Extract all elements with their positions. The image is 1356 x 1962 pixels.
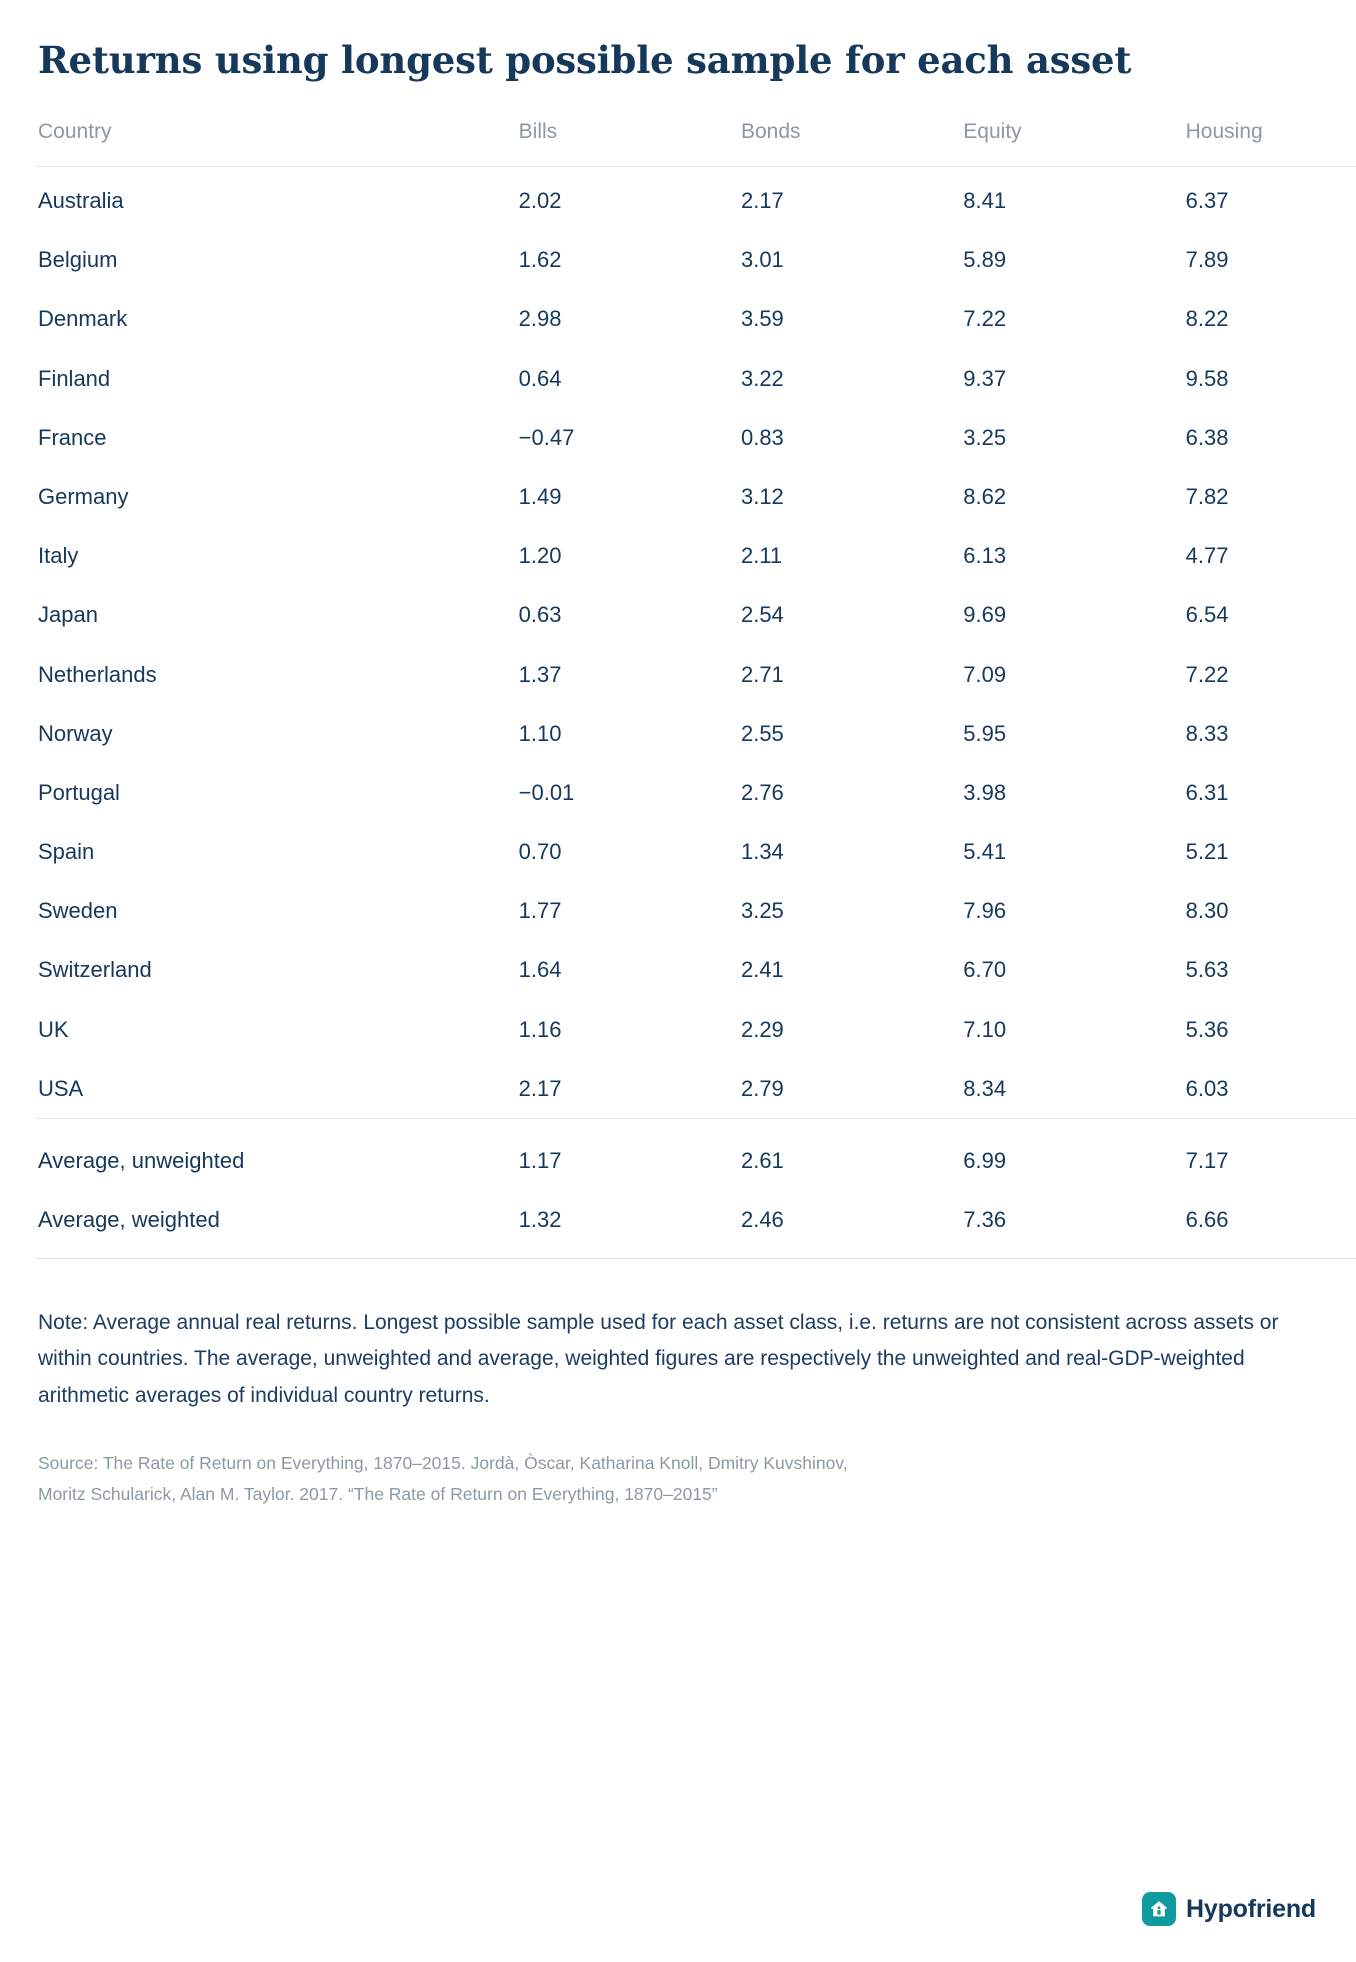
cell-bills: 1.32 bbox=[467, 1190, 689, 1259]
cell-bills: 1.49 bbox=[518, 483, 562, 509]
cell-bills: 1.16 bbox=[518, 1016, 562, 1042]
table-body bbox=[36, 167, 1356, 1259]
cell-bills: 1.37 bbox=[518, 661, 562, 687]
table-note: Note: Average annual real returns. Longest possible sample used for each asset class, i.e. returns are not consistent across assets or within countries. The average, unweighted and average, weighted figures are respectively the unweighted and real-GDP-weighted arithmetic averages of individual country returns. bbox=[38, 1311, 1279, 1407]
cell-housing: 9.58 bbox=[1185, 365, 1229, 391]
cell-country: Netherlands bbox=[38, 661, 157, 687]
cell-country: Belgium bbox=[38, 247, 118, 273]
cell-bills: 2.98 bbox=[518, 306, 562, 332]
source-citation bbox=[36, 1448, 1320, 1510]
table-row bbox=[36, 349, 1356, 408]
table-row bbox=[36, 1059, 1356, 1119]
cell-housing: 8.30 bbox=[1185, 898, 1229, 924]
cell-housing: 7.82 bbox=[1185, 483, 1229, 509]
cell-bonds: 3.01 bbox=[740, 247, 784, 273]
cell-country: Switzerland bbox=[38, 957, 152, 983]
cell-equity: 3.98 bbox=[963, 779, 1007, 805]
table-header-row bbox=[36, 120, 1356, 167]
cell-equity: 6.70 bbox=[963, 957, 1007, 983]
cell-country: Germany bbox=[38, 483, 129, 509]
cell-bonds: 3.25 bbox=[740, 898, 784, 924]
cell-country: France bbox=[38, 424, 107, 450]
cell-bonds: 2.46 bbox=[689, 1190, 911, 1259]
cell-housing: 8.33 bbox=[1185, 720, 1229, 746]
returns-table bbox=[36, 120, 1356, 1259]
table-row bbox=[36, 230, 1356, 289]
cell-country: UK bbox=[38, 1016, 69, 1042]
cell-country: Sweden bbox=[38, 898, 118, 924]
cell-bonds: 2.29 bbox=[740, 1016, 784, 1042]
cell-housing: 6.38 bbox=[1185, 424, 1229, 450]
cell-bonds: 3.59 bbox=[740, 306, 784, 332]
brand-logo bbox=[1142, 1892, 1316, 1926]
cell-country: USA bbox=[38, 1075, 84, 1101]
cell-equity: 5.41 bbox=[963, 839, 1007, 865]
cell-bonds: 1.34 bbox=[740, 839, 784, 865]
cell-country: Average, weighted bbox=[36, 1190, 467, 1259]
cell-equity: 5.89 bbox=[963, 247, 1007, 273]
table-row bbox=[36, 763, 1356, 822]
cell-bills: 1.77 bbox=[518, 898, 562, 924]
cell-bonds: 3.12 bbox=[740, 483, 784, 509]
column-header-bills: Bills bbox=[467, 120, 689, 167]
table-row bbox=[36, 167, 1356, 231]
cell-equity: 8.34 bbox=[963, 1075, 1007, 1101]
house-icon bbox=[1142, 1892, 1176, 1926]
cell-bills: −0.47 bbox=[518, 424, 575, 450]
cell-housing: 5.21 bbox=[1185, 839, 1229, 865]
cell-bonds: 2.17 bbox=[740, 188, 784, 213]
cell-bonds: 2.76 bbox=[740, 779, 784, 805]
cell-bonds: 2.61 bbox=[689, 1119, 911, 1191]
table-row bbox=[36, 585, 1356, 644]
table-row bbox=[36, 940, 1356, 999]
cell-bonds: 2.55 bbox=[740, 720, 784, 746]
cell-bills: 1.10 bbox=[518, 720, 562, 746]
cell-housing: 5.36 bbox=[1185, 1016, 1229, 1042]
page-title: Returns using longest possible sample for each asset bbox=[38, 38, 1132, 82]
cell-housing: 6.37 bbox=[1185, 188, 1229, 213]
table-row bbox=[36, 645, 1356, 704]
cell-country: Average, unweighted bbox=[36, 1119, 467, 1191]
cell-bills: 1.20 bbox=[518, 543, 562, 569]
table-row bbox=[36, 1000, 1356, 1059]
cell-bonds: 2.41 bbox=[740, 957, 784, 983]
cell-housing: 7.17 bbox=[1134, 1119, 1356, 1191]
cell-country: Norway bbox=[38, 720, 113, 746]
cell-equity: 5.95 bbox=[963, 720, 1007, 746]
table-row bbox=[36, 467, 1356, 526]
brand-name: Hypofriend bbox=[1186, 1894, 1316, 1923]
cell-equity: 8.62 bbox=[963, 483, 1007, 509]
table-row bbox=[36, 881, 1356, 940]
column-header-bonds: Bonds bbox=[689, 120, 911, 167]
cell-equity: 7.09 bbox=[963, 661, 1007, 687]
cell-equity: 8.41 bbox=[963, 188, 1007, 213]
cell-equity: 7.96 bbox=[963, 898, 1007, 924]
cell-equity: 9.37 bbox=[963, 365, 1007, 391]
cell-housing: 8.22 bbox=[1185, 306, 1229, 332]
cell-country: Finland bbox=[38, 365, 111, 391]
cell-bonds: 2.79 bbox=[740, 1075, 784, 1101]
cell-country: Portugal bbox=[38, 779, 120, 805]
cell-equity: 6.13 bbox=[963, 543, 1007, 569]
table-row bbox=[36, 526, 1356, 585]
cell-bonds: 2.54 bbox=[740, 602, 784, 628]
cell-equity: 7.36 bbox=[911, 1190, 1133, 1259]
cell-bills: 1.64 bbox=[518, 957, 562, 983]
cell-bills: 0.64 bbox=[518, 365, 562, 391]
table-row bbox=[36, 408, 1356, 467]
cell-bills: 2.17 bbox=[518, 1075, 562, 1101]
cell-equity: 7.22 bbox=[963, 306, 1007, 332]
cell-bonds: 2.11 bbox=[740, 543, 783, 569]
cell-housing: 7.89 bbox=[1185, 247, 1229, 273]
table-row bbox=[36, 289, 1356, 348]
cell-housing: 6.54 bbox=[1185, 602, 1229, 628]
cell-country: Spain bbox=[38, 839, 95, 865]
table-row-summary bbox=[36, 1119, 1356, 1191]
cell-bills: 1.62 bbox=[518, 247, 562, 273]
cell-housing: 4.77 bbox=[1185, 543, 1229, 569]
cell-country: Japan bbox=[38, 602, 98, 628]
cell-bills: 1.17 bbox=[467, 1119, 689, 1191]
column-header-housing: Housing bbox=[1134, 120, 1356, 167]
cell-bonds: 3.22 bbox=[740, 365, 784, 391]
cell-bonds: 2.71 bbox=[740, 661, 784, 687]
cell-bills: 0.70 bbox=[518, 839, 562, 865]
column-header-country: Country bbox=[36, 120, 467, 167]
table-row bbox=[36, 704, 1356, 763]
cell-housing: 6.66 bbox=[1134, 1190, 1356, 1259]
source-line-1: Source: The Rate of Return on Everything, 1870–2015. Jordà, Òscar, Katharina Knoll, Dmitry Kuvshinov, bbox=[38, 1452, 848, 1473]
cell-bills: 2.02 bbox=[518, 188, 562, 213]
cell-equity: 9.69 bbox=[963, 602, 1007, 628]
cell-equity: 7.10 bbox=[963, 1016, 1007, 1042]
cell-housing: 7.22 bbox=[1185, 661, 1229, 687]
cell-bonds: 0.83 bbox=[740, 424, 784, 450]
cell-housing: 6.03 bbox=[1185, 1075, 1229, 1101]
cell-bills: −0.01 bbox=[518, 779, 575, 805]
column-header-equity: Equity bbox=[911, 120, 1133, 167]
cell-country: Australia bbox=[38, 188, 124, 213]
source-line-2: Moritz Schularick, Alan M. Taylor. 2017. “The Rate of Return on Everything, 1870–2015” bbox=[38, 1483, 718, 1504]
cell-country: Italy bbox=[38, 543, 79, 569]
table-row bbox=[36, 822, 1356, 881]
table-row-summary bbox=[36, 1190, 1356, 1259]
cell-housing: 6.31 bbox=[1185, 779, 1229, 805]
cell-equity: 3.25 bbox=[963, 424, 1007, 450]
cell-bills: 0.63 bbox=[518, 602, 562, 628]
cell-country: Denmark bbox=[38, 306, 128, 332]
cell-equity: 6.99 bbox=[911, 1119, 1133, 1191]
cell-housing: 5.63 bbox=[1185, 957, 1229, 983]
